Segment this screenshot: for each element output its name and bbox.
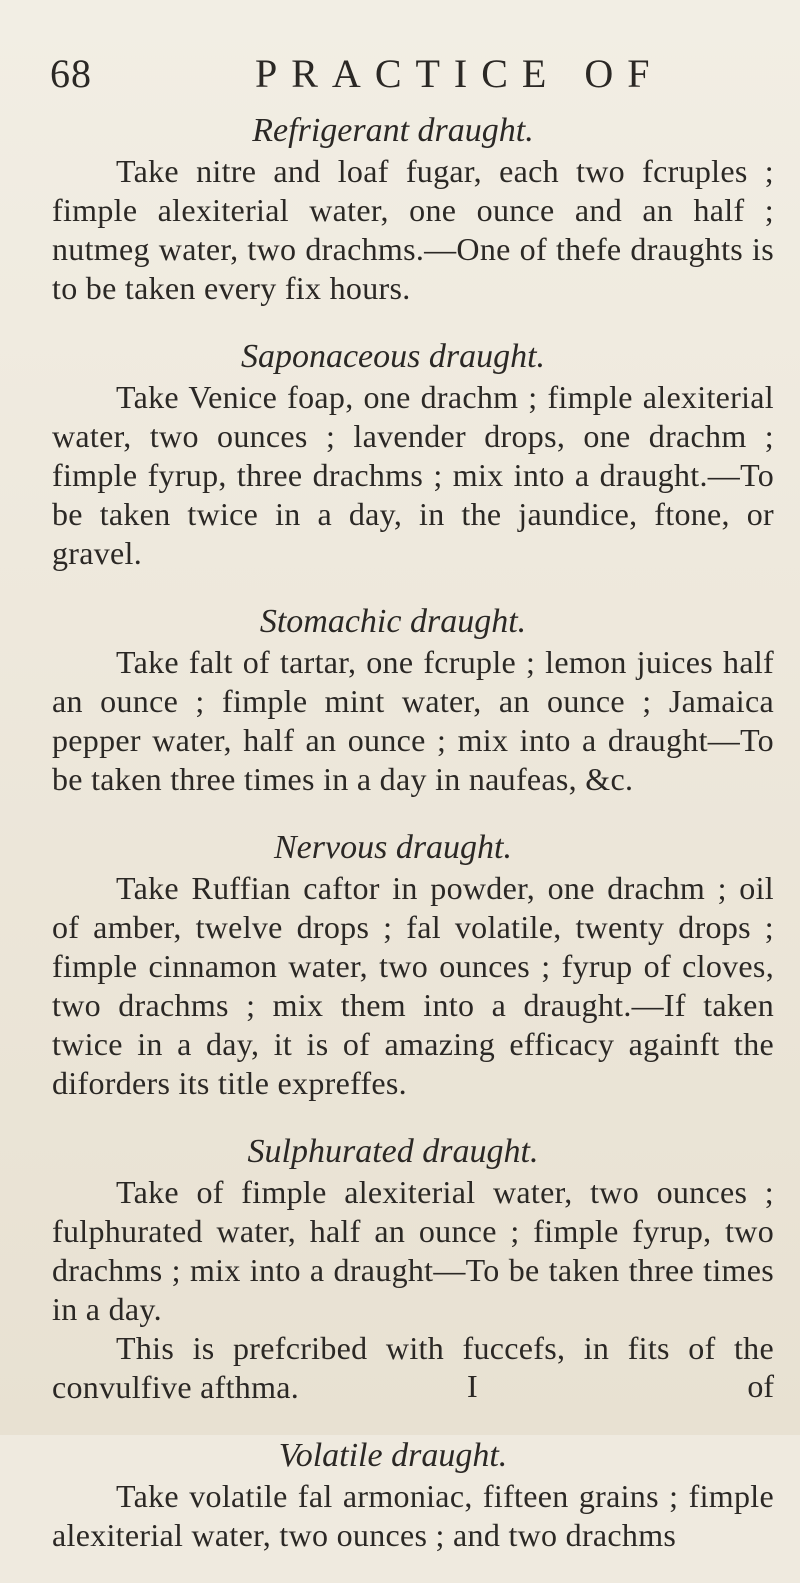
recipe-nervous	[52, 827, 774, 1103]
running-header	[50, 40, 770, 110]
recipe-heading: Nervous draught.	[274, 829, 512, 866]
recipe-paragraph: Take falt of tartar, one fcruple ; lemon juices half an ounce ; fimple mint water, an ounce ; Jamaica pepper water, half an ounce ; mix into a draught—To be taken three times in a day in naufeas, &c.	[52, 644, 774, 797]
recipe-paragraph: Take nitre and loaf fugar, each two fcruples ; fimple alexiterial water, one ounce and an half ; nutmeg water, two drachms.—One of thefe draughts is to be taken every fix hours.	[52, 153, 774, 306]
recipe-paragraph: Take Ruffian caftor in powder, one drachm ; oil of amber, twelve drops ; fal volatile, twenty drops ; fimple cinnamon water, two ounces ; fyrup of cloves, two drachms ; mix them into a draught.—If taken twice in a day, it is of amazing efficacy againft the diforders its title expreffes.	[52, 870, 774, 1101]
recipe-paragraph: Take of fimple alexiterial water, two ounces ; fulphurated water, half an ounce ; fimple fyrup, two drachms ; mix into a draught—To be taken three times in a day.	[52, 1174, 774, 1327]
recipe-paragraph: Take volatile fal armoniac, fifteen grains ; fimple alexiterial water, two ounces ; and two drachms	[52, 1478, 774, 1553]
recipe-heading: Sulphurated draught.	[247, 1133, 539, 1170]
catchword: of	[747, 1368, 774, 1404]
signature-mark: I	[467, 1368, 478, 1404]
running-title: PRACTICE OF	[255, 51, 664, 96]
recipe-stomachic	[52, 601, 774, 799]
recipe-volatile	[52, 1435, 774, 1555]
page-body	[52, 110, 774, 1583]
recipe-refrigerant	[52, 110, 774, 308]
recipe-saponaceous	[52, 336, 774, 573]
recipe-heading: Volatile draught.	[278, 1437, 508, 1474]
recipe-paragraph: This is prefcribed with fuccefs, in fits of the convulfive afthma.	[52, 1330, 774, 1405]
recipe-sulphurated	[52, 1131, 774, 1407]
recipe-paragraph: Take Venice foap, one drachm ; fimple alexiterial water, two ounces ; lavender drops, one drachm ; fimple fyrup, three drachms ; mix into a draught.—To be taken twice in a day, in the jaundice, ftone, or gravel.	[52, 379, 774, 571]
recipe-heading: Saponaceous draught.	[240, 338, 546, 375]
recipe-heading: Refrigerant draught.	[252, 112, 534, 149]
page-number: 68	[50, 51, 92, 96]
page-footer	[52, 1368, 774, 1408]
recipe-heading: Stomachic draught.	[259, 603, 527, 640]
